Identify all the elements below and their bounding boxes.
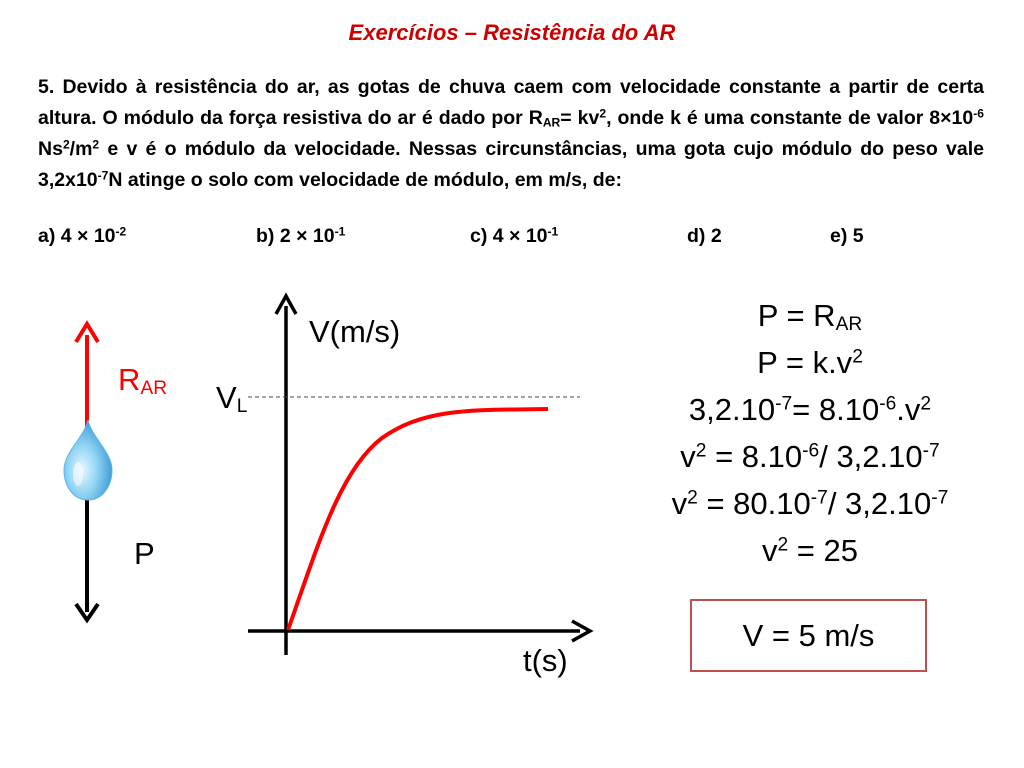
option-d: d) 2 (687, 225, 722, 247)
air-resistance-label: $R_{AR}$ (118, 362, 168, 399)
solution-line-3: $3,2.10^{-7}= 8.10^{-6}.v^2$ (688, 392, 932, 427)
final-answer-box (690, 599, 927, 672)
solution-line-4: $v^2 = 8.10^{-6}/$ $3,2.10^{-7}$ (680, 439, 940, 474)
question-number: 5. (38, 76, 55, 98)
question-text: 5. Devido à resistência do ar, as gotas de chuva caem com velocidade constante a partir de certa altura. O módulo da força resistiva do ar é dado por $R_{AR}= kv^2$, onde k é uma constante de valor $8\times 10^{-6}$ $Ns^2/m^2$ e v é o módulo da velocidade. Nessas circunstâncias, uma gota cujo módulo do peso vale $3,2x10^{-7}N$ atinge o solo com velocidade de módulo, em m/s, de: (38, 76, 984, 191)
water-drop-highlight (73, 462, 83, 486)
terminal-velocity-label: $V_L$ (216, 380, 248, 417)
water-drop-icon (64, 420, 112, 500)
option-b: b) $2 \times 10^{-1}$ (256, 224, 346, 247)
solution-line-5: $v^2 = 80.10^{-7}/$ $3,2.10^{-7}$ (671, 486, 949, 521)
y-axis-label: V(m/s) (309, 314, 401, 349)
velocity-curve (288, 409, 548, 630)
option-e: e) 5 (830, 225, 864, 247)
final-answer: V = 5 m/s (742, 617, 875, 653)
solution-line-2: $P = k.v^2$ (757, 345, 863, 380)
option-a: a) $4 \times 10^{-2}$ (38, 224, 127, 247)
x-axis-label: t(s) (523, 643, 568, 678)
solution-line-6: $v^2 = 25$ (762, 533, 858, 568)
option-c: c) $4 \times 10^{-1}$ (470, 224, 559, 247)
weight-label: P (134, 536, 155, 571)
solution-line-1: $P = R_{AR}$ (757, 298, 863, 335)
page-title: Exercícios – Resistência do AR (348, 20, 676, 45)
solution-steps (600, 292, 1020, 574)
